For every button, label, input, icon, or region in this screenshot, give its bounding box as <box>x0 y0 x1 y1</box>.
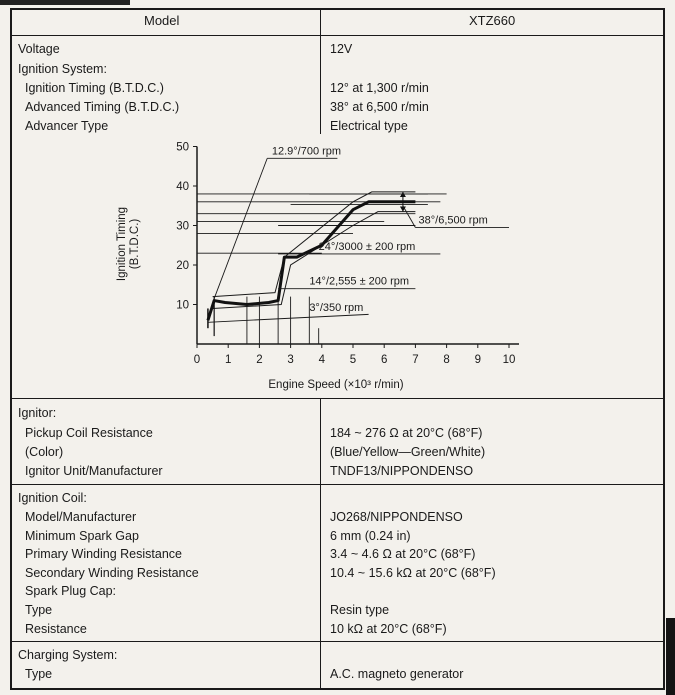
annotation-24: 24°/3000 ± 200 rpm <box>318 240 416 253</box>
coil-title: Ignition Coil: <box>18 491 87 505</box>
y-tick-label: 30 <box>176 220 189 233</box>
x-axis-title: Engine Speed (×10³ r/min) <box>268 379 404 391</box>
charging-type-value: A.C. magneto generator <box>330 667 464 681</box>
x-tick-label: 8 <box>443 354 450 366</box>
x-tick-label: 5 <box>349 354 357 366</box>
advancer-type-value: Electrical type <box>330 119 408 133</box>
range-arrow-up <box>400 192 406 197</box>
voltage-label: Voltage <box>18 42 60 56</box>
annotation-12-9: 12.9°/700 rpm <box>271 145 342 158</box>
y-tick-label: 40 <box>176 181 189 193</box>
coil-model-value: JO268/NIPPONDENSO <box>330 510 463 524</box>
annotation-leader <box>208 314 369 322</box>
cap-resistance-label: Resistance <box>25 622 87 636</box>
advanced-timing-value: 38° at 6,500 r/min <box>330 100 429 114</box>
spark-gap-label: Minimum Spark Gap <box>25 529 139 543</box>
annotation-3: 3°/350 rpm <box>309 302 364 315</box>
ignitor-unit-label: Ignitor Unit/Manufacturer <box>25 464 163 478</box>
header-model-value: XTZ660 <box>469 13 516 28</box>
header-model: Model <box>144 13 180 28</box>
annotation-38: 38°/6,500 rpm <box>418 214 488 227</box>
pickup-coil-value: 184 ~ 276 Ω at 20°C (68°F) <box>330 426 483 440</box>
annotation-leader <box>403 206 415 228</box>
x-tick-label: 7 <box>412 354 419 366</box>
spark-gap-value: 6 mm (0.24 in) <box>330 529 411 543</box>
y-tick-label: 10 <box>176 299 189 312</box>
secondary-winding-label: Secondary Winding Resistance <box>25 566 199 580</box>
x-tick-label: 9 <box>474 354 482 366</box>
ignition-timing-value: 12° at 1,300 r/min <box>330 81 429 95</box>
voltage-value: 12V <box>330 42 353 56</box>
annotation-14: 14°/2,555 ± 200 rpm <box>309 275 410 288</box>
pickup-color-label: (Color) <box>25 445 64 459</box>
y-tick-label: 20 <box>176 260 189 272</box>
y-axis-title-unit: (B.T.D.C.) <box>129 218 141 270</box>
ignitor-unit-value: TNDF13/NIPPONDENSO <box>330 464 474 478</box>
x-tick-label: 6 <box>380 354 388 366</box>
pickup-color-value: (Blue/Yellow—Green/White) <box>330 445 486 459</box>
ignitor-title: Ignitor: <box>18 406 57 420</box>
advancer-type-label: Advancer Type <box>25 119 109 133</box>
x-tick-label: 10 <box>502 354 516 366</box>
primary-winding-label: Primary Winding Resistance <box>25 547 182 561</box>
ignition-system-label: Ignition System: <box>18 62 107 76</box>
x-tick-label: 3 <box>287 354 294 366</box>
coil-model-label: Model/Manufacturer <box>25 510 137 524</box>
page-edge-tab <box>666 618 675 695</box>
primary-winding-value: 3.4 ~ 4.6 Ω at 20°C (68°F) <box>330 547 476 561</box>
cap-type-value: Resin type <box>330 603 390 617</box>
x-tick-label: 2 <box>256 354 263 366</box>
chart-labels <box>116 142 515 392</box>
charging-title: Charging System: <box>18 648 118 662</box>
cap-resistance-value: 10 kΩ at 20°C (68°F) <box>330 622 447 636</box>
y-tick-label: 50 <box>176 141 189 154</box>
x-tick-label: 0 <box>193 354 201 366</box>
cap-type-label: Type <box>25 603 53 617</box>
advanced-timing-label: Advanced Timing (B.T.D.C.) <box>25 100 180 114</box>
y-axis-title: Ignition Timing <box>116 206 128 282</box>
pickup-coil-label: Pickup Coil Resistance <box>25 426 153 440</box>
spark-plug-cap-label: Spark Plug Cap: <box>25 584 117 598</box>
charging-type-label: Type <box>25 667 53 681</box>
x-tick-label: 1 <box>224 354 232 366</box>
x-tick-label: 4 <box>318 354 326 366</box>
ignition-timing-label: Ignition Timing (B.T.D.C.) <box>25 81 164 95</box>
lower-envelope <box>213 212 416 309</box>
annotation-leader <box>214 158 267 298</box>
secondary-winding-value: 10.4 ~ 15.6 kΩ at 20°C (68°F) <box>330 566 496 580</box>
